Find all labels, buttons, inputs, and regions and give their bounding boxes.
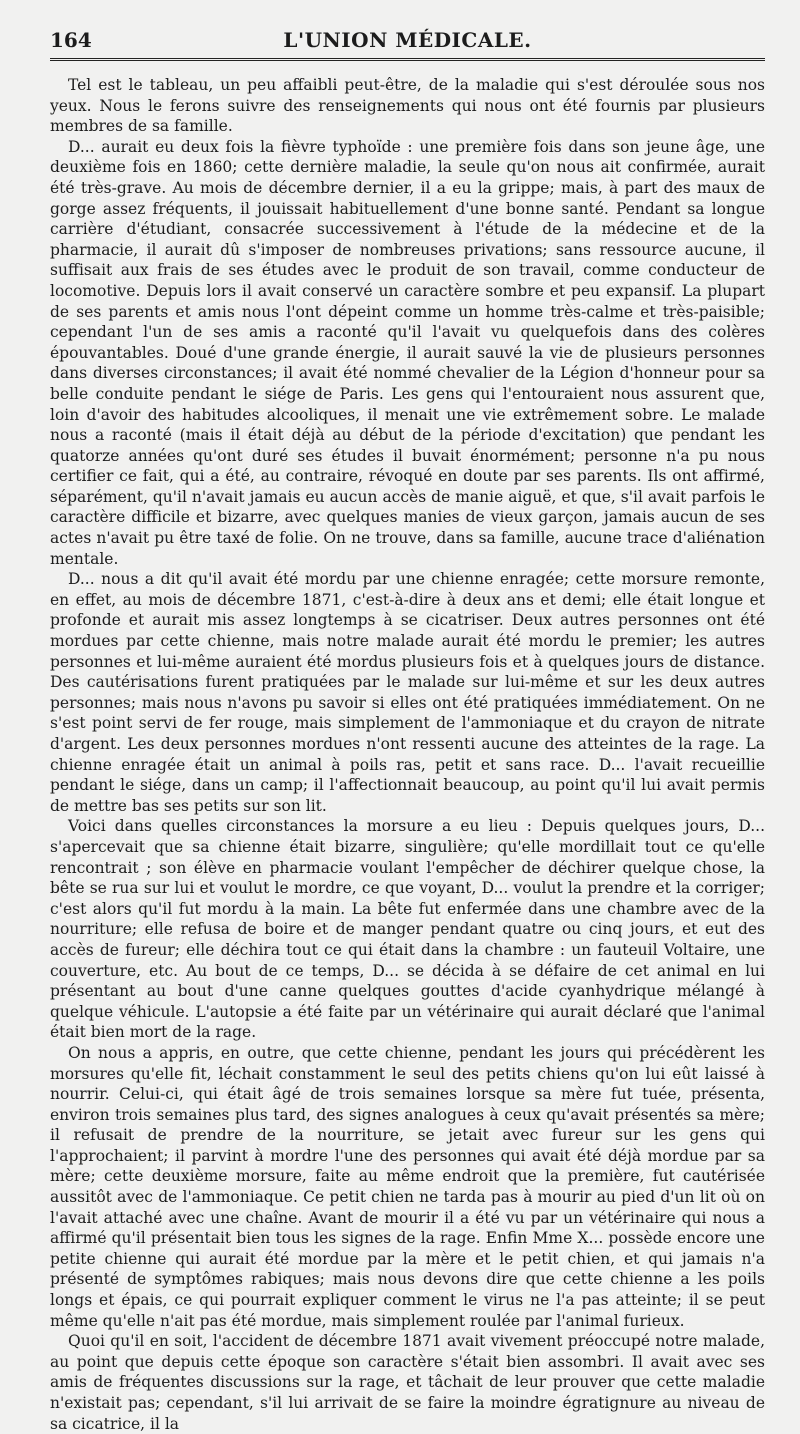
page-number: 164	[50, 28, 92, 52]
document-page	[50, 18, 765, 1433]
page-header	[50, 18, 765, 61]
paragraph: On nous a appris, en outre, que cette chienne, pendant les jours qui précédèrent les morsures qu'elle fit, léchait constamment le seul des petits chiens qu'on lui eût laissé à nourrir. Celui-ci, qui était âgé de trois semaines lorsque sa mère fut tuée, présenta, environ trois semaines plus tard, des signes analogues à ceux qu'avait présentés sa mère; il refusait de prendre de la nourriture, se jetait avec fureur sur les gens qui l'approchaient; il parvint à mordre l'une des personnes qui avait été déjà mordue par sa mère; cette deuxième morsure, faite au même endroit que la première, fut cautérisée aussitôt avec de l'ammoniaque. Ce petit chien ne tarda pas à mourir au pied d'un lit où on l'avait attaché avec une chaîne. Avant de mourir il a été vu par un vétérinaire qui nous a affirmé qu'il présentait bien tous les signes de la rage. Enfin Mme X... possède encore une petite chienne qui aurait été mordue par la mère et le petit chien, et qui jamais n'a présenté de symptômes rabiques; mais nous devons dire que cette chienne a les poils longs et épais, ce qui pourrait expliquer comment le virus ne l'a pas atteinte; il se peut même qu'elle n'ait pas été mordue, mais simplement roulée par l'animal furieux.	[50, 1043, 765, 1330]
paragraph: Tel est le tableau, un peu affaibli peut-être, de la maladie qui s'est déroulée sous nos yeux. Nous le ferons suivre des renseignements qui nous ont été fournis par plusieurs membres de sa famille.	[50, 76, 765, 136]
paragraph: Voici dans quelles circonstances la morsure a eu lieu : Depuis quelques jours, D... s'apercevait que sa chienne était bizarre, singulière; qu'elle mordillait tout ce qu'elle rencontrait ; son élève en pharmacie voulant l'empêcher de déchirer quelque chose, la bête se rua sur lui et voulut le mordre, ce que voyant, D... voulut la prendre et la corriger; c'est alors qu'il fut mordu à la main. La bête fut enfermée dans une chambre avec de la nourriture; elle refusa de boire et de manger pendant quatre ou cinq jours, et eut des accès de fureur; elle déchira tout ce qui était dans la chambre : un fauteuil Voltaire, une couverture, etc. Au bout de ce temps, D... se décida à se défaire de cet animal en lui présentant au bout d'une canne quelques gouttes d'acide cyanhydrique mélangé à quelque véhicule. L'autopsie a été faite par un vétérinaire qui aurait déclaré que l'animal était bien mort de la rage.	[50, 817, 765, 1042]
paragraph: Quoi qu'il en soit, l'accident de décembre 1871 avait vivement préoccupé notre malade, au point que depuis cette époque son caractère s'était bien assombri. Il avait avec ses amis de fréquentes discussions sur la rage, et tâchait de leur prouver que cette maladie n'existait pas; cependant, s'il lui arrivait de se faire la moindre égratignure au niveau de sa cicatrice, il la	[50, 1332, 765, 1433]
paragraph: D... aurait eu deux fois la fièvre typhoïde : une première fois dans son jeune âge, une deuxième fois en 1860; cette dernière maladie, la seule qu'on nous ait confirmée, aurait été très-grave. Au mois de décembre dernier, il a eu la grippe; mais, à part des maux de gorge assez fréquents, il jouissait habituellement d'une bonne santé. Pendant sa longue carrière d'étudiant, consacrée successivement à l'étude de la médecine et de la pharmacie, il aurait dû s'imposer de nombreuses privations; sans ressource aucune, il suffisait aux frais de ses études avec le produit de son travail, comme conducteur de locomotive. Depuis lors il avait conservé un caractère sombre et peu expansif. La plupart de ses parents et amis nous l'ont dépeint comme un homme très-calme et très-paisible; cependant l'un de ses amis a raconté qu'il l'avait vu quelquefois dans des colères épouvantables. Doué d'une grande énergie, il aurait sauvé la vie de plusieurs personnes dans diverses circonstances; il avait été nommé chevalier de la Légion d'honneur pour sa belle conduite pendant le siége de Paris. Les gens qui l'entouraient nous assurent que, loin d'avoir des habitudes alcooliques, il menait une vie extrêmement sobre. Le malade nous a raconté (mais il était déjà au début de la période d'excitation) que pendant les quatorze années qu'ont duré ses études il buvait énormément; personne n'a pu nous certifier ce fait, qui a été, au contraire, révoqué en doute par ses parents. Ils ont affirmé, séparément, qu'il n'avait jamais eu aucun accès de manie aiguë, et que, s'il avait parfois le caractère difficile et bizarre, avec quelques manies de vieux garçon, jamais aucun de ses actes n'avait pu être taxé de folie. On ne trouve, dans sa famille, aucune trace d'aliénation mentale.	[50, 137, 765, 568]
journal-title: L'UNION MÉDICALE.	[283, 28, 532, 52]
paragraph: D... nous a dit qu'il avait été mordu par une chienne enragée; cette morsure remonte, en effet, au mois de décembre 1871, c'est-à-dire à deux ans et demi; elle était longue et profonde et aurait mis assez longtemps à se cicatriser. Deux autres personnes ont été mordues par cette chienne, mais notre malade aurait été mordu le premier; les autres personnes et lui-même auraient été mordus plusieurs fois et à quelques jours de distance. Des cautérisations furent pratiquées par le malade sur lui-même et sur les deux autres personnes; mais nous n'avons pu savoir si elles ont été pratiquées immédiatement. On ne s'est point servi de fer rouge, mais simplement de l'ammoniaque et du crayon de nitrate d'argent. Les deux personnes mordues n'ont ressenti aucune des atteintes de la rage. La chienne enragée était un animal à poils ras, petit et sans race. D... l'avait recueillie pendant le siége, dans un camp; il l'affectionnait beaucoup, au point qu'il lui avait permis de mettre bas ses petits sur son lit.	[50, 570, 765, 815]
article-body	[50, 75, 765, 1434]
